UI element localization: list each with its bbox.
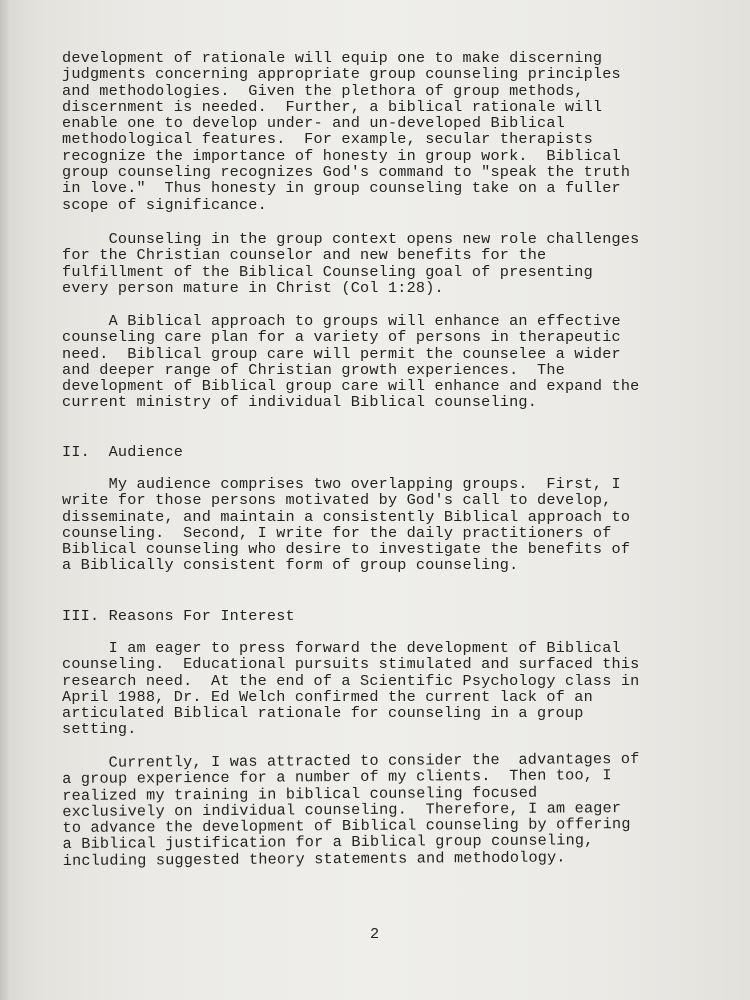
section-heading-audience: II. Audience [62, 443, 184, 461]
paragraph-reasons: I am eager to press forward the development of Biblical counseling. Educational pursuits stimulated and surfaced this research need. At the end of a Scientific Psychology class in April 1988, Dr. Ed Welch confirmed the current lack of an articulated Biblical rationale for counseling in a group setting. [62, 639, 640, 739]
paragraph-group-context: Counseling in the group context opens new role challenges for the Christian counselor and new benefits for the fulfillment of the Biblical Counseling goal of presenting every person mature in Christ (Col 1:28). [62, 230, 640, 297]
page-edge-shadow [0, 0, 10, 1000]
paragraph-biblical-approach: A Biblical approach to groups will enhance an effective counseling care plan for a variety of persons in therapeutic need. Biblical group care will permit the counselee a wider and deeper range of Christian growth experiences. The development of Biblical group care will enhance and expand the current ministry of individual Biblical counseling. [62, 312, 640, 412]
paragraph-audience: My audience comprises two overlapping groups. First, I write for those persons motivated by God's call to develop, disseminate, and maintain a consistently Biblical approach to counseling. Second, I write for the daily practitioners of Biblical counseling who desire to investigate the benefits of a Biblically consistent form of group counseling. [62, 475, 631, 575]
page-number: 2 [370, 925, 380, 943]
paragraph-currently: Currently, I was attracted to consider the advantages of a group experience for a number of my clients. Then too, I realized my training in biblical counseling focused exclusively on individual counseling. Therefore, I am eager to advance the development of Biblical counseling by offering a Biblical justification for a Biblical group counseling, including suggested theory statements and methodology. [61, 749, 640, 870]
paragraph-rationale: development of rationale will equip one to make discerning judgments concerning appropriate group counseling principles and methodologies. Given the plethora of group methods, discernment is needed. Further, a biblical rationale will enable one to develop under- and un-developed Biblical methodological features. For example, secular therapists recognize the importance of honesty in group work. Biblical group counseling recognizes God's command to "speak the truth in love." Thus honesty in group counseling take on a fuller scope of significance. [62, 49, 631, 214]
section-heading-reasons: III. Reasons For Interest [62, 607, 295, 625]
